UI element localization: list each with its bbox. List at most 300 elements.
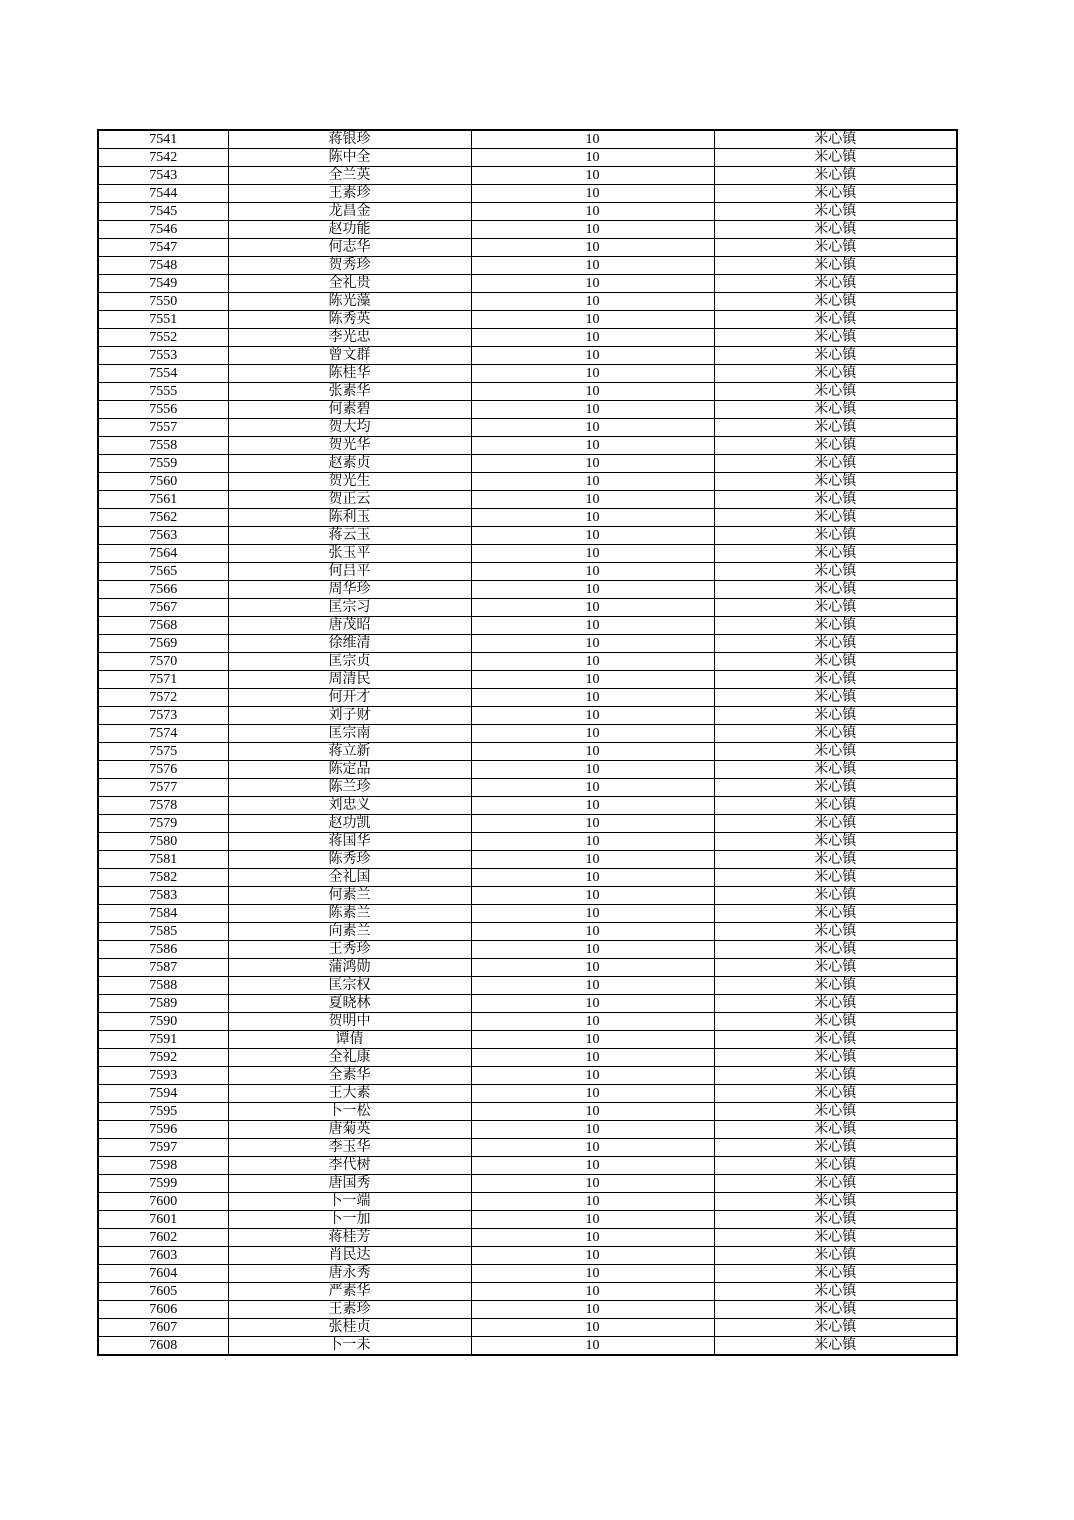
row-number-cell: 7600 [98,1193,228,1211]
row-number-cell: 7585 [98,923,228,941]
person-name-cell: 贺秀珍 [228,257,471,275]
person-name-cell: 陈利玉 [228,509,471,527]
table-row [98,617,957,635]
amount-cell: 10 [471,887,714,905]
town-cell: 米心镇 [714,383,957,401]
row-number-cell: 7572 [98,689,228,707]
amount-cell: 10 [471,743,714,761]
town-cell: 米心镇 [714,1229,957,1247]
town-cell: 米心镇 [714,779,957,797]
table-row [98,1121,957,1139]
row-number-cell: 7608 [98,1337,228,1356]
table-row [98,815,957,833]
person-name-cell: 陈秀珍 [228,851,471,869]
amount-cell: 10 [471,1175,714,1193]
person-name-cell: 贺光华 [228,437,471,455]
table-row [98,437,957,455]
person-name-cell: 李玉华 [228,1139,471,1157]
row-number-cell: 7584 [98,905,228,923]
town-cell: 米心镇 [714,653,957,671]
town-cell: 米心镇 [714,149,957,167]
table-row [98,635,957,653]
amount-cell: 10 [471,383,714,401]
person-name-cell: 唐永秀 [228,1265,471,1283]
person-name-cell: 卜一松 [228,1103,471,1121]
row-number-cell: 7598 [98,1157,228,1175]
town-cell: 米心镇 [714,130,957,149]
table-row [98,707,957,725]
person-name-cell: 陈秀英 [228,311,471,329]
person-name-cell: 全礼康 [228,1049,471,1067]
person-name-cell: 何吕平 [228,563,471,581]
roster-table-body [98,130,957,1355]
person-name-cell: 蒋银珍 [228,130,471,149]
table-row [98,581,957,599]
amount-cell: 10 [471,130,714,149]
amount-cell: 10 [471,725,714,743]
person-name-cell: 陈桂华 [228,365,471,383]
amount-cell: 10 [471,437,714,455]
row-number-cell: 7553 [98,347,228,365]
table-row [98,1319,957,1337]
table-row [98,1247,957,1265]
amount-cell: 10 [471,545,714,563]
table-row [98,1139,957,1157]
row-number-cell: 7581 [98,851,228,869]
row-number-cell: 7576 [98,761,228,779]
town-cell: 米心镇 [714,1085,957,1103]
amount-cell: 10 [471,905,714,923]
table-row [98,653,957,671]
person-name-cell: 谭倩 [228,1031,471,1049]
amount-cell: 10 [471,761,714,779]
row-number-cell: 7597 [98,1139,228,1157]
town-cell: 米心镇 [714,851,957,869]
roster-table [97,129,958,1356]
person-name-cell: 卜一加 [228,1211,471,1229]
town-cell: 米心镇 [714,437,957,455]
amount-cell: 10 [471,671,714,689]
town-cell: 米心镇 [714,473,957,491]
town-cell: 米心镇 [714,617,957,635]
person-name-cell: 全素华 [228,1067,471,1085]
town-cell: 米心镇 [714,491,957,509]
table-row [98,1031,957,1049]
town-cell: 米心镇 [714,239,957,257]
town-cell: 米心镇 [714,725,957,743]
town-cell: 米心镇 [714,959,957,977]
row-number-cell: 7593 [98,1067,228,1085]
person-name-cell: 全礼贵 [228,275,471,293]
town-cell: 米心镇 [714,1121,957,1139]
row-number-cell: 7556 [98,401,228,419]
town-cell: 米心镇 [714,329,957,347]
town-cell: 米心镇 [714,1139,957,1157]
table-row [98,221,957,239]
person-name-cell: 匡宗贞 [228,653,471,671]
amount-cell: 10 [471,203,714,221]
amount-cell: 10 [471,653,714,671]
row-number-cell: 7601 [98,1211,228,1229]
table-row [98,1067,957,1085]
row-number-cell: 7575 [98,743,228,761]
person-name-cell: 匡宗习 [228,599,471,617]
row-number-cell: 7557 [98,419,228,437]
table-row [98,797,957,815]
row-number-cell: 7580 [98,833,228,851]
table-row [98,1175,957,1193]
table-row [98,491,957,509]
town-cell: 米心镇 [714,1283,957,1301]
row-number-cell: 7607 [98,1319,228,1337]
town-cell: 米心镇 [714,1175,957,1193]
row-number-cell: 7583 [98,887,228,905]
row-number-cell: 7544 [98,185,228,203]
amount-cell: 10 [471,1247,714,1265]
row-number-cell: 7579 [98,815,228,833]
person-name-cell: 唐茂昭 [228,617,471,635]
row-number-cell: 7604 [98,1265,228,1283]
town-cell: 米心镇 [714,275,957,293]
row-number-cell: 7599 [98,1175,228,1193]
town-cell: 米心镇 [714,689,957,707]
row-number-cell: 7605 [98,1283,228,1301]
table-row [98,130,957,149]
table-row [98,905,957,923]
town-cell: 米心镇 [714,1013,957,1031]
amount-cell: 10 [471,1139,714,1157]
person-name-cell: 周华珍 [228,581,471,599]
table-row [98,761,957,779]
person-name-cell: 贺大均 [228,419,471,437]
row-number-cell: 7554 [98,365,228,383]
table-row [98,167,957,185]
person-name-cell: 匡宗权 [228,977,471,995]
row-number-cell: 7602 [98,1229,228,1247]
person-name-cell: 陈兰珍 [228,779,471,797]
person-name-cell: 何开才 [228,689,471,707]
table-row [98,419,957,437]
row-number-cell: 7586 [98,941,228,959]
town-cell: 米心镇 [714,1157,957,1175]
row-number-cell: 7590 [98,1013,228,1031]
town-cell: 米心镇 [714,941,957,959]
person-name-cell: 李光忠 [228,329,471,347]
amount-cell: 10 [471,941,714,959]
town-cell: 米心镇 [714,221,957,239]
amount-cell: 10 [471,869,714,887]
amount-cell: 10 [471,1193,714,1211]
person-name-cell: 卜一端 [228,1193,471,1211]
person-name-cell: 陈素兰 [228,905,471,923]
person-name-cell: 夏晓林 [228,995,471,1013]
town-cell: 米心镇 [714,743,957,761]
table-row [98,725,957,743]
table-row [98,1301,957,1319]
town-cell: 米心镇 [714,1247,957,1265]
table-row [98,995,957,1013]
table-row [98,1193,957,1211]
person-name-cell: 张玉平 [228,545,471,563]
amount-cell: 10 [471,527,714,545]
row-number-cell: 7578 [98,797,228,815]
table-row [98,977,957,995]
amount-cell: 10 [471,185,714,203]
person-name-cell: 王大素 [228,1085,471,1103]
amount-cell: 10 [471,1067,714,1085]
row-number-cell: 7548 [98,257,228,275]
table-row [98,545,957,563]
table-row [98,1229,957,1247]
amount-cell: 10 [471,239,714,257]
person-name-cell: 张桂贞 [228,1319,471,1337]
amount-cell: 10 [471,1211,714,1229]
amount-cell: 10 [471,635,714,653]
town-cell: 米心镇 [714,887,957,905]
table-row [98,293,957,311]
town-cell: 米心镇 [714,599,957,617]
table-row [98,257,957,275]
town-cell: 米心镇 [714,509,957,527]
amount-cell: 10 [471,329,714,347]
town-cell: 米心镇 [714,1337,957,1356]
row-number-cell: 7563 [98,527,228,545]
town-cell: 米心镇 [714,635,957,653]
person-name-cell: 王素珍 [228,1301,471,1319]
row-number-cell: 7560 [98,473,228,491]
amount-cell: 10 [471,797,714,815]
person-name-cell: 赵素贞 [228,455,471,473]
row-number-cell: 7606 [98,1301,228,1319]
person-name-cell: 全兰英 [228,167,471,185]
town-cell: 米心镇 [714,527,957,545]
row-number-cell: 7577 [98,779,228,797]
row-number-cell: 7565 [98,563,228,581]
row-number-cell: 7541 [98,130,228,149]
table-row [98,527,957,545]
table-row [98,671,957,689]
town-cell: 米心镇 [714,923,957,941]
row-number-cell: 7592 [98,1049,228,1067]
town-cell: 米心镇 [714,1067,957,1085]
table-row [98,833,957,851]
row-number-cell: 7542 [98,149,228,167]
town-cell: 米心镇 [714,1103,957,1121]
table-row [98,347,957,365]
amount-cell: 10 [471,275,714,293]
person-name-cell: 卜一未 [228,1337,471,1356]
town-cell: 米心镇 [714,311,957,329]
person-name-cell: 陈中全 [228,149,471,167]
person-name-cell: 向素兰 [228,923,471,941]
row-number-cell: 7550 [98,293,228,311]
row-number-cell: 7603 [98,1247,228,1265]
table-row [98,887,957,905]
row-number-cell: 7573 [98,707,228,725]
amount-cell: 10 [471,167,714,185]
row-number-cell: 7588 [98,977,228,995]
amount-cell: 10 [471,221,714,239]
table-row [98,365,957,383]
town-cell: 米心镇 [714,1049,957,1067]
person-name-cell: 张素华 [228,383,471,401]
person-name-cell: 蒋桂芳 [228,1229,471,1247]
person-name-cell: 贺光生 [228,473,471,491]
table-row [98,869,957,887]
amount-cell: 10 [471,473,714,491]
town-cell: 米心镇 [714,365,957,383]
person-name-cell: 刘子财 [228,707,471,725]
town-cell: 米心镇 [714,1319,957,1337]
town-cell: 米心镇 [714,833,957,851]
amount-cell: 10 [471,977,714,995]
town-cell: 米心镇 [714,995,957,1013]
table-row [98,329,957,347]
row-number-cell: 7564 [98,545,228,563]
amount-cell: 10 [471,1283,714,1301]
row-number-cell: 7547 [98,239,228,257]
town-cell: 米心镇 [714,905,957,923]
amount-cell: 10 [471,779,714,797]
town-cell: 米心镇 [714,167,957,185]
row-number-cell: 7582 [98,869,228,887]
person-name-cell: 徐维清 [228,635,471,653]
town-cell: 米心镇 [714,977,957,995]
town-cell: 米心镇 [714,1193,957,1211]
person-name-cell: 贺正云 [228,491,471,509]
amount-cell: 10 [471,833,714,851]
person-name-cell: 贺明中 [228,1013,471,1031]
amount-cell: 10 [471,959,714,977]
town-cell: 米心镇 [714,419,957,437]
person-name-cell: 蒋国华 [228,833,471,851]
person-name-cell: 唐菊英 [228,1121,471,1139]
amount-cell: 10 [471,995,714,1013]
row-number-cell: 7559 [98,455,228,473]
table-row [98,455,957,473]
row-number-cell: 7543 [98,167,228,185]
table-row [98,1085,957,1103]
row-number-cell: 7552 [98,329,228,347]
roster-table-container [97,129,956,1356]
person-name-cell: 赵功凯 [228,815,471,833]
table-row [98,311,957,329]
amount-cell: 10 [471,599,714,617]
amount-cell: 10 [471,563,714,581]
person-name-cell: 肖民达 [228,1247,471,1265]
amount-cell: 10 [471,491,714,509]
amount-cell: 10 [471,1265,714,1283]
person-name-cell: 何志华 [228,239,471,257]
town-cell: 米心镇 [714,257,957,275]
amount-cell: 10 [471,257,714,275]
row-number-cell: 7594 [98,1085,228,1103]
table-row [98,851,957,869]
table-row [98,203,957,221]
table-row [98,275,957,293]
person-name-cell: 蒲鸿勋 [228,959,471,977]
row-number-cell: 7551 [98,311,228,329]
table-row [98,1157,957,1175]
town-cell: 米心镇 [714,545,957,563]
row-number-cell: 7574 [98,725,228,743]
town-cell: 米心镇 [714,455,957,473]
amount-cell: 10 [471,815,714,833]
table-row [98,1265,957,1283]
amount-cell: 10 [471,851,714,869]
row-number-cell: 7569 [98,635,228,653]
row-number-cell: 7555 [98,383,228,401]
row-number-cell: 7558 [98,437,228,455]
person-name-cell: 蒋云玉 [228,527,471,545]
row-number-cell: 7567 [98,599,228,617]
amount-cell: 10 [471,1337,714,1356]
person-name-cell: 何素碧 [228,401,471,419]
amount-cell: 10 [471,707,714,725]
row-number-cell: 7591 [98,1031,228,1049]
amount-cell: 10 [471,1103,714,1121]
amount-cell: 10 [471,509,714,527]
town-cell: 米心镇 [714,347,957,365]
person-name-cell: 赵功能 [228,221,471,239]
town-cell: 米心镇 [714,581,957,599]
row-number-cell: 7545 [98,203,228,221]
amount-cell: 10 [471,1229,714,1247]
town-cell: 米心镇 [714,563,957,581]
amount-cell: 10 [471,311,714,329]
table-row [98,1049,957,1067]
row-number-cell: 7546 [98,221,228,239]
town-cell: 米心镇 [714,815,957,833]
amount-cell: 10 [471,149,714,167]
table-row [98,941,957,959]
town-cell: 米心镇 [714,1301,957,1319]
person-name-cell: 匡宗南 [228,725,471,743]
person-name-cell: 陈光藻 [228,293,471,311]
town-cell: 米心镇 [714,1211,957,1229]
table-row [98,599,957,617]
table-row [98,1013,957,1031]
town-cell: 米心镇 [714,671,957,689]
table-row [98,1283,957,1301]
table-row [98,923,957,941]
row-number-cell: 7561 [98,491,228,509]
person-name-cell: 全礼国 [228,869,471,887]
town-cell: 米心镇 [714,761,957,779]
table-row [98,959,957,977]
row-number-cell: 7596 [98,1121,228,1139]
table-row [98,149,957,167]
amount-cell: 10 [471,401,714,419]
person-name-cell: 曾文群 [228,347,471,365]
row-number-cell: 7562 [98,509,228,527]
amount-cell: 10 [471,1013,714,1031]
amount-cell: 10 [471,1049,714,1067]
amount-cell: 10 [471,1301,714,1319]
town-cell: 米心镇 [714,869,957,887]
town-cell: 米心镇 [714,401,957,419]
person-name-cell: 李代树 [228,1157,471,1175]
amount-cell: 10 [471,1157,714,1175]
table-row [98,743,957,761]
town-cell: 米心镇 [714,1031,957,1049]
town-cell: 米心镇 [714,707,957,725]
amount-cell: 10 [471,617,714,635]
row-number-cell: 7566 [98,581,228,599]
amount-cell: 10 [471,455,714,473]
amount-cell: 10 [471,419,714,437]
amount-cell: 10 [471,1319,714,1337]
